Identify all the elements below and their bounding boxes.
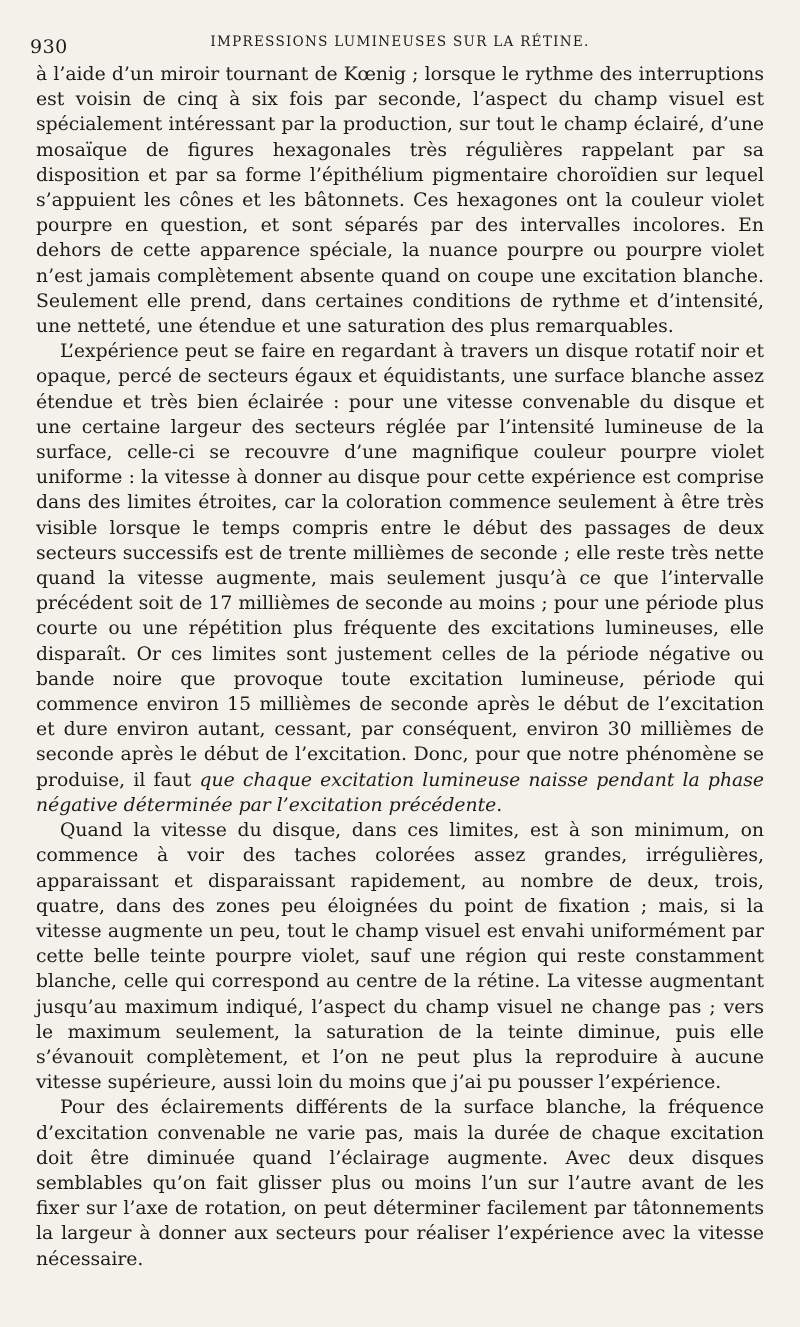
paragraph-disk-speed [36,818,764,1095]
body-text [36,62,764,1272]
paragraph-text: L’expérience peut se faire en regardant à travers un disque rotatif noir et opaque, percé de secteurs égaux et équidistants, une surface blanche assez étendue et très bien éclairée : pour une vitesse convenable du disque et une certaine largeur des secteurs réglée par l’intensité lumineuse de la surface, celle-ci se recouvre d’une magnifique couleur pourpre violet uniforme : la vitesse à donner au disque pour cette expérience est comprise dans des limites étroites, car la coloration commence seulement à être très visible lorsque le temps compris entre le début des passages de deux secteurs successifs est de trente millièmes de seconde ; elle reste très nette quand la vitesse augmente, mais seulement jusqu’à ce que l’intervalle précédent soit de 17 millièmes de seconde au moins ; pour une période plus courte ou une répétition plus fréquente des excitations lumineuses, elle disparaît. Or ces limites sont justement celles de la période négative ou bande noire que provoque toute excitation lumineuse, période qui commence environ 15 millièmes de seconde après le début de l’excitation et dure environ autant, cessant, par conséquent, environ 30 millièmes de seconde après le début de l’excitation. Donc, pour que notre phénomène se produise, il faut [36,341,764,791]
paragraph-illumination [36,1095,764,1271]
paragraph-experiment [36,339,764,818]
paragraph-continuation [36,62,764,339]
paragraph-text: Quand la vitesse du disque, dans ces limites, est à son minimum, on commence à voir des taches colorées assez grandes, irrégulières, apparaissant et disparaissant rapidement, au nombre de deux, trois, quatre, dans des zones peu éloignées du point de fixation ; mais, si la vitesse augmente un peu, tout le champ visuel est envahi uniformément par cette belle teinte pourpre violet, sauf une région qui reste constamment blanche, celle qui correspond au centre de la rétine. La vitesse augmentant jusqu’au maximum indiqué, l’aspect du champ visuel ne change pas ; vers le maximum seulement, la saturation de la teinte diminue, puis elle s’évanouit complètement, et l’on ne peut plus la reproduire à aucune vitesse supérieure, aussi loin du moins que j’ai pu pousser l’expérience. [36,820,764,1094]
page-number: 930 [30,36,68,58]
page-header [30,30,770,60]
paragraph-text: Pour des éclairements différents de la surface blanche, la fréquence d’excitation convenable ne varie pas, mais la durée de chaque excitation doit être diminuée quand l’éclairage augmente. Avec deux disques semblables qu’on fait glisser plus ou moins l’un sur l’autre avant de les fixer sur l’axe de rotation, on peut déterminer facilement par tâtonnements la largeur à donner aux secteurs pour réaliser l’expérience avec la vitesse nécessaire. [36,1097,764,1270]
paragraph-text: à l’aide d’un miroir tournant de Kœnig ; lorsque le rythme des interruptions est voisin de cinq à six fois par seconde, l’aspect du champ visuel est spécialement intéressant par la production, sur tout le champ éclairé, d’une mosaïque de figures hexagonales très régulières rappelant par sa disposition et par sa forme l’épithélium pigmentaire choroïdien sur lequel s’appuient les cônes et les bâtonnets. Ces hexagones ont la couleur violet pourpre en question, et sont séparés par des intervalles incolores. En dehors de cette apparence spéciale, la nuance pourpre ou pourpre violet n’est jamais complètement absente quand on coupe une excitation blanche. Seulement elle prend, dans certaines conditions de rythme et d’intensité, une netteté, une étendue et une saturation des plus remarquables. [36,64,764,338]
italic-emphasis: que chaque excitation lumineuse naisse pendant la phase négative déterminée par l’excitation précédente. [36,769,764,816]
running-head: IMPRESSIONS LUMINEUSES SUR LA RÉTINE. [210,34,590,50]
